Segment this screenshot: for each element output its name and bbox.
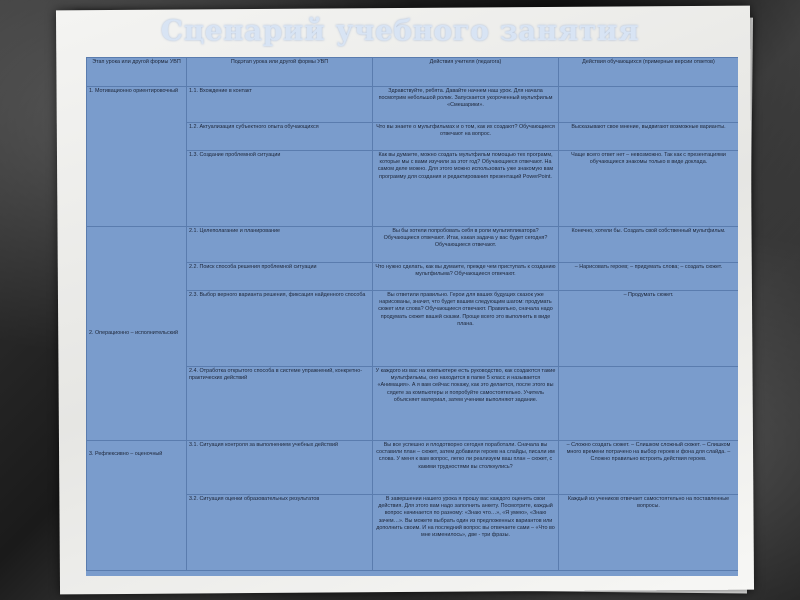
table-header-row bbox=[87, 58, 739, 87]
table-row bbox=[87, 227, 739, 263]
substage-cell: 1.1. Вхождение в контакт bbox=[187, 87, 373, 123]
student-cell: Конечно, хотели бы. Создать свой собственный мультфильм. bbox=[559, 227, 739, 263]
substage-cell: 2.4. Отработка открытого способа в системе упражнений, конкретно-практических действий bbox=[187, 367, 373, 441]
scenario-table bbox=[86, 57, 738, 571]
substage-cell: 3.2. Ситуация оценки образовательных результатов bbox=[187, 495, 373, 571]
stage-cell bbox=[87, 441, 187, 571]
slide-title: Сценарий учебного занятия bbox=[160, 14, 640, 47]
teacher-cell: Что вы знаете о мультфильмах и о том, как их создают? Обучающиеся отвечают на вопрос. bbox=[373, 123, 559, 151]
stage-label: 3. Рефлексивно – оценочный bbox=[89, 451, 163, 457]
student-cell: Каждый из учеников отвечает самостоятельно на поставленные вопросы. bbox=[559, 495, 739, 571]
student-cell bbox=[559, 87, 739, 123]
header-substage: Подэтап урока или другой формы УВП bbox=[187, 58, 373, 87]
substage-cell: 2.3. Выбор верного варианта решения, фиксация найденного способа bbox=[187, 291, 373, 367]
substage-cell: 3.1. Ситуация контроля за выполнением учебных действий bbox=[187, 441, 373, 495]
stage-cell bbox=[87, 87, 187, 227]
substage-cell: 2.2. Поиск способа решения проблемной ситуации bbox=[187, 263, 373, 291]
student-cell: – Сложно создать сюжет. – Слишком сложный сюжет. – Слишком много времени потрачено на выбор героев и фона для слайда. – Сложно правильно встроить действия героев. bbox=[559, 441, 739, 495]
student-cell: – Нарисовать героев; – придумать слова; – создать сюжет. bbox=[559, 263, 739, 291]
student-cell bbox=[559, 367, 739, 441]
teacher-cell: Здравствуйте, ребята. Давайте начнем наш урок. Для начала посмотрим небольшой ролик. Запускается укороченный мультфильм «Смешарики». bbox=[373, 87, 559, 123]
stage-cell bbox=[87, 227, 187, 441]
teacher-cell: Как вы думаете, можно создать мультфильм помощью тех программ, которые мы с вами изучили за этот год? Обучающиеся отвечают. На самом деле можно. Для этого можно использовать уже знакомую вам программу для создания и редактирования презентаций PowerPoint. bbox=[373, 151, 559, 227]
student-cell: Высказывают свое мнение, выдвигают возможные варианты. bbox=[559, 123, 739, 151]
header-student-actions: Действия обучающихся (примерные версии ответов) bbox=[559, 58, 739, 87]
teacher-cell: В завершении нашего урока я прошу вас каждого оценить свои действия. Для этого вам надо заполнить анкету. Посмотрите, каждый вопрос начинается по разному: «Знаю что…», «Я умею», «Знаю зачем…». Вы можете выбрать один из предложенных вариантов или дополнить своим. И на последний вопрос вы отвечаете сами – «Что во мне изменилось», две - три фразы. bbox=[373, 495, 559, 571]
teacher-cell: Вы все успешно и плодотворно сегодня поработали. Сначала вы составили план – сюжет, затем добавили героев на слайды, писали им слова. У меня к вам вопрос, легко ли реализуем ваш план – сюжет, с какими трудностями вы столкнулись? bbox=[373, 441, 559, 495]
table-row bbox=[87, 441, 739, 495]
teacher-cell: Что нужно сделать, как вы думаете, прежде чем приступать к созданию мультфильма? Обучающиеся отвечают. bbox=[373, 263, 559, 291]
table-row bbox=[87, 87, 739, 123]
teacher-cell: Вы ответили правильно. Герои для ваших будущих сказок уже нарисованы, значит, что будет вашим следующим шагом: продумать сюжет или слова? Обучающиеся отвечают. Правильно, сначала надо продумать сюжет вашей сказки. Проще всего это выполнить в виде плана. bbox=[373, 291, 559, 367]
scenario-table-container bbox=[86, 57, 738, 576]
header-teacher-actions: Действия учителя (педагога) bbox=[373, 58, 559, 87]
student-cell: Чаще всего ответ нет – невозможно. Так как с презентациями обучающиеся знакомы только в виде доклада. bbox=[559, 151, 739, 227]
substage-cell: 1.3. Создание проблемной ситуации bbox=[187, 151, 373, 227]
substage-cell: 2.1. Целеполагание и планирование bbox=[187, 227, 373, 263]
substage-cell: 1.2. Актуализация субъектного опыта обучающихся bbox=[187, 123, 373, 151]
student-cell: – Продумать сюжет. bbox=[559, 291, 739, 367]
teacher-cell: Вы бы хотели попробовать себя в роли мультипликатора? Обучающиеся отвечают. Итак, какая задача у вас будет сегодня? Обучающиеся отвечают. bbox=[373, 227, 559, 263]
teacher-cell: У каждого из вас на компьютере есть руководство, как создаются такие мультфильмы, оно находится в папке 5 класс и называется «Анимация». А я вам сейчас покажу, как это делается, после этого вы сядете за компьютеры и попробуйте самостоятельно. Учитель объясняет материал, затем ученики выполняют задание. bbox=[373, 367, 559, 441]
header-stage: Этап урока или другой формы УВП bbox=[87, 58, 187, 87]
stage-label: 2. Операционно – исполнительский bbox=[89, 329, 179, 336]
stage-label: 1. Мотивационно ориентировочный bbox=[89, 88, 179, 94]
